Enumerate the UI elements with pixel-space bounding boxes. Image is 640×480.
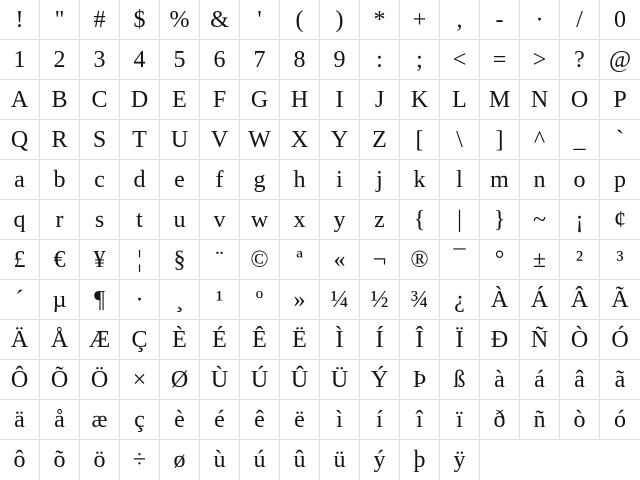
- glyph-cell[interactable]: Ã: [600, 280, 640, 320]
- glyph-cell[interactable]: í: [360, 400, 400, 440]
- glyph-cell[interactable]: v: [200, 200, 240, 240]
- glyph-cell[interactable]: ¹: [200, 280, 240, 320]
- glyph-cell[interactable]: X: [280, 120, 320, 160]
- glyph-cell[interactable]: c: [80, 160, 120, 200]
- glyph-cell[interactable]: ·: [520, 0, 560, 40]
- glyph-cell[interactable]: R: [40, 120, 80, 160]
- glyph-cell[interactable]: F: [200, 80, 240, 120]
- glyph-cell[interactable]: p: [600, 160, 640, 200]
- glyph-cell[interactable]: §: [160, 240, 200, 280]
- glyph-cell[interactable]: Q: [0, 120, 40, 160]
- glyph-cell[interactable]: ×: [120, 360, 160, 400]
- glyph-cell[interactable]: Ò: [560, 320, 600, 360]
- glyph-cell[interactable]: i: [320, 160, 360, 200]
- glyph-cell[interactable]: Ô: [0, 360, 40, 400]
- glyph-cell[interactable]: ±: [520, 240, 560, 280]
- glyph-cell[interactable]: 9: [320, 40, 360, 80]
- glyph-cell[interactable]: &: [200, 0, 240, 40]
- glyph-cell[interactable]: (: [280, 0, 320, 40]
- glyph-cell[interactable]: ": [40, 0, 80, 40]
- glyph-cell[interactable]: Þ: [400, 360, 440, 400]
- glyph-cell[interactable]: ü: [320, 440, 360, 480]
- glyph-cell[interactable]: ®: [400, 240, 440, 280]
- glyph-cell[interactable]: ¢: [600, 200, 640, 240]
- glyph-cell[interactable]: â: [560, 360, 600, 400]
- glyph-cell[interactable]: q: [0, 200, 40, 240]
- glyph-cell[interactable]: ´: [0, 280, 40, 320]
- glyph-cell[interactable]: \: [440, 120, 480, 160]
- glyph-cell[interactable]: Ä: [0, 320, 40, 360]
- glyph-cell[interactable]: S: [80, 120, 120, 160]
- glyph-cell[interactable]: !: [0, 0, 40, 40]
- glyph-cell[interactable]: ¡: [560, 200, 600, 240]
- glyph-cell[interactable]: %: [160, 0, 200, 40]
- glyph-cell[interactable]: <: [440, 40, 480, 80]
- glyph-cell[interactable]: I: [320, 80, 360, 120]
- glyph-cell[interactable]: °: [480, 240, 520, 280]
- glyph-cell[interactable]: {: [400, 200, 440, 240]
- glyph-cell[interactable]: «: [320, 240, 360, 280]
- glyph-cell[interactable]: ÷: [120, 440, 160, 480]
- glyph-cell[interactable]: Ö: [80, 360, 120, 400]
- glyph-cell[interactable]: ¸: [160, 280, 200, 320]
- glyph-cell[interactable]: ^: [520, 120, 560, 160]
- glyph-cell[interactable]: î: [400, 400, 440, 440]
- glyph-cell[interactable]: H: [280, 80, 320, 120]
- glyph-cell[interactable]: ;: [400, 40, 440, 80]
- glyph-cell[interactable]: z: [360, 200, 400, 240]
- empty-cells-region: [480, 440, 640, 480]
- glyph-cell[interactable]: ê: [240, 400, 280, 440]
- glyph-cell[interactable]: _: [560, 120, 600, 160]
- glyph-cell[interactable]: K: [400, 80, 440, 120]
- glyph-cell[interactable]: *: [360, 0, 400, 40]
- glyph-cell[interactable]: x: [280, 200, 320, 240]
- glyph-cell[interactable]: C: [80, 80, 120, 120]
- glyph-cell[interactable]: ©: [240, 240, 280, 280]
- glyph-cell[interactable]: V: [200, 120, 240, 160]
- glyph-cell[interactable]: D: [120, 80, 160, 120]
- glyph-cell[interactable]: M: [480, 80, 520, 120]
- glyph-cell[interactable]: j: [360, 160, 400, 200]
- glyph-cell[interactable]: ~: [520, 200, 560, 240]
- glyph-cell[interactable]: Ë: [280, 320, 320, 360]
- glyph-cell[interactable]: ¨: [200, 240, 240, 280]
- glyph-cell[interactable]: t: [120, 200, 160, 240]
- glyph-cell[interactable]: N: [520, 80, 560, 120]
- glyph-cell[interactable]: Ñ: [520, 320, 560, 360]
- glyph-cell[interactable]: Å: [40, 320, 80, 360]
- glyph-cell[interactable]: G: [240, 80, 280, 120]
- glyph-cell[interactable]: A: [0, 80, 40, 120]
- glyph-cell[interactable]: É: [200, 320, 240, 360]
- glyph-cell[interactable]: À: [480, 280, 520, 320]
- glyph-cell[interactable]: Y: [320, 120, 360, 160]
- glyph-cell[interactable]: =: [480, 40, 520, 80]
- glyph-cell[interactable]: Ø: [160, 360, 200, 400]
- glyph-cell[interactable]: ): [320, 0, 360, 40]
- glyph-cell[interactable]: ¥: [80, 240, 120, 280]
- glyph-cell[interactable]: 1: [0, 40, 40, 80]
- glyph-cell[interactable]: e: [160, 160, 200, 200]
- glyph-cell[interactable]: ö: [80, 440, 120, 480]
- glyph-cell[interactable]: ß: [440, 360, 480, 400]
- glyph-cell[interactable]: T: [120, 120, 160, 160]
- glyph-cell[interactable]: Õ: [40, 360, 80, 400]
- glyph-cell[interactable]: Í: [360, 320, 400, 360]
- glyph-cell[interactable]: Û: [280, 360, 320, 400]
- glyph-cell[interactable]: ø: [160, 440, 200, 480]
- glyph-cell[interactable]: #: [80, 0, 120, 40]
- glyph-cell[interactable]: ²: [560, 240, 600, 280]
- glyph-cell[interactable]: ó: [600, 400, 640, 440]
- glyph-cell[interactable]: »: [280, 280, 320, 320]
- glyph-cell[interactable]: ë: [280, 400, 320, 440]
- glyph-cell[interactable]: u: [160, 200, 200, 240]
- glyph-cell[interactable]: $: [120, 0, 160, 40]
- glyph-cell[interactable]: ã: [600, 360, 640, 400]
- glyph-cell[interactable]: P: [600, 80, 640, 120]
- glyph-cell[interactable]: Ý: [360, 360, 400, 400]
- glyph-cell[interactable]: n: [520, 160, 560, 200]
- glyph-cell[interactable]: o: [560, 160, 600, 200]
- glyph-cell[interactable]: £: [0, 240, 40, 280]
- glyph-cell[interactable]: ú: [240, 440, 280, 480]
- glyph-cell[interactable]: `: [600, 120, 640, 160]
- glyph-cell[interactable]: ù: [200, 440, 240, 480]
- glyph-cell[interactable]: Ù: [200, 360, 240, 400]
- glyph-cell[interactable]: µ: [40, 280, 80, 320]
- glyph-cell[interactable]: õ: [40, 440, 80, 480]
- glyph-cell[interactable]: Z: [360, 120, 400, 160]
- glyph-cell[interactable]: O: [560, 80, 600, 120]
- glyph-cell[interactable]: ¦: [120, 240, 160, 280]
- glyph-cell[interactable]: l: [440, 160, 480, 200]
- glyph-cell[interactable]: U: [160, 120, 200, 160]
- glyph-cell[interactable]: æ: [80, 400, 120, 440]
- glyph-cell[interactable]: Ì: [320, 320, 360, 360]
- glyph-cell[interactable]: Î: [400, 320, 440, 360]
- glyph-cell[interactable]: ·: [120, 280, 160, 320]
- glyph-cell[interactable]: ,: [440, 0, 480, 40]
- glyph-cell[interactable]: Á: [520, 280, 560, 320]
- glyph-cell[interactable]: þ: [400, 440, 440, 480]
- glyph-cell[interactable]: ¿: [440, 280, 480, 320]
- glyph-cell[interactable]: Ü: [320, 360, 360, 400]
- glyph-cell[interactable]: L: [440, 80, 480, 120]
- glyph-cell[interactable]: h: [280, 160, 320, 200]
- glyph-cell[interactable]: >: [520, 40, 560, 80]
- glyph-cell[interactable]: Æ: [80, 320, 120, 360]
- glyph-cell[interactable]: Ó: [600, 320, 640, 360]
- glyph-cell[interactable]: Â: [560, 280, 600, 320]
- glyph-cell[interactable]: a: [0, 160, 40, 200]
- glyph-cell[interactable]: /: [560, 0, 600, 40]
- glyph-cell[interactable]: 6: [200, 40, 240, 80]
- glyph-cell[interactable]: ]: [480, 120, 520, 160]
- glyph-cell[interactable]: s: [80, 200, 120, 240]
- glyph-cell[interactable]: 3: [80, 40, 120, 80]
- glyph-cell[interactable]: ñ: [520, 400, 560, 440]
- glyph-cell[interactable]: |: [440, 200, 480, 240]
- glyph-cell[interactable]: d: [120, 160, 160, 200]
- glyph-cell[interactable]: 2: [40, 40, 80, 80]
- glyph-cell[interactable]: à: [480, 360, 520, 400]
- glyph-cell[interactable]: [: [400, 120, 440, 160]
- glyph-cell[interactable]: ¾: [400, 280, 440, 320]
- glyph-cell[interactable]: g: [240, 160, 280, 200]
- glyph-cell[interactable]: ¯: [440, 240, 480, 280]
- glyph-cell[interactable]: å: [40, 400, 80, 440]
- glyph-cell[interactable]: á: [520, 360, 560, 400]
- glyph-cell[interactable]: ½: [360, 280, 400, 320]
- glyph-cell[interactable]: E: [160, 80, 200, 120]
- glyph-cell[interactable]: ì: [320, 400, 360, 440]
- glyph-cell[interactable]: ¬: [360, 240, 400, 280]
- glyph-cell[interactable]: ý: [360, 440, 400, 480]
- glyph-cell[interactable]: €: [40, 240, 80, 280]
- glyph-cell[interactable]: ÿ: [440, 440, 480, 480]
- glyph-cell[interactable]: è: [160, 400, 200, 440]
- glyph-cell[interactable]: ð: [480, 400, 520, 440]
- glyph-cell[interactable]: ï: [440, 400, 480, 440]
- glyph-cell[interactable]: -: [480, 0, 520, 40]
- glyph-cell[interactable]: ò: [560, 400, 600, 440]
- glyph-cell[interactable]: :: [360, 40, 400, 80]
- glyph-cell[interactable]: é: [200, 400, 240, 440]
- glyph-cell[interactable]: k: [400, 160, 440, 200]
- glyph-cell[interactable]: 7: [240, 40, 280, 80]
- glyph-cell[interactable]: J: [360, 80, 400, 120]
- glyph-cell[interactable]: Ç: [120, 320, 160, 360]
- glyph-cell[interactable]: 5: [160, 40, 200, 80]
- glyph-cell[interactable]: ³: [600, 240, 640, 280]
- glyph-cell[interactable]: ª: [280, 240, 320, 280]
- glyph-cell[interactable]: m: [480, 160, 520, 200]
- glyph-cell[interactable]: +: [400, 0, 440, 40]
- glyph-cell[interactable]: r: [40, 200, 80, 240]
- glyph-cell[interactable]: È: [160, 320, 200, 360]
- glyph-cell[interactable]: ä: [0, 400, 40, 440]
- glyph-cell[interactable]: Ú: [240, 360, 280, 400]
- glyph-cell[interactable]: ?: [560, 40, 600, 80]
- glyph-cell[interactable]: b: [40, 160, 80, 200]
- glyph-cell[interactable]: 8: [280, 40, 320, 80]
- glyph-cell[interactable]: @: [600, 40, 640, 80]
- glyph-cell[interactable]: W: [240, 120, 280, 160]
- glyph-cell[interactable]: ô: [0, 440, 40, 480]
- glyph-cell[interactable]: w: [240, 200, 280, 240]
- glyph-cell[interactable]: ': [240, 0, 280, 40]
- glyph-cell[interactable]: }: [480, 200, 520, 240]
- glyph-cell[interactable]: º: [240, 280, 280, 320]
- glyph-cell[interactable]: 4: [120, 40, 160, 80]
- glyph-cell[interactable]: Ð: [480, 320, 520, 360]
- glyph-cell[interactable]: ¼: [320, 280, 360, 320]
- glyph-cell[interactable]: Ê: [240, 320, 280, 360]
- glyph-cell[interactable]: ç: [120, 400, 160, 440]
- glyph-cell[interactable]: û: [280, 440, 320, 480]
- glyph-cell[interactable]: y: [320, 200, 360, 240]
- glyph-cell[interactable]: ¶: [80, 280, 120, 320]
- glyph-cell[interactable]: 0: [600, 0, 640, 40]
- glyph-cell[interactable]: Ï: [440, 320, 480, 360]
- glyph-cell[interactable]: f: [200, 160, 240, 200]
- glyph-cell[interactable]: B: [40, 80, 80, 120]
